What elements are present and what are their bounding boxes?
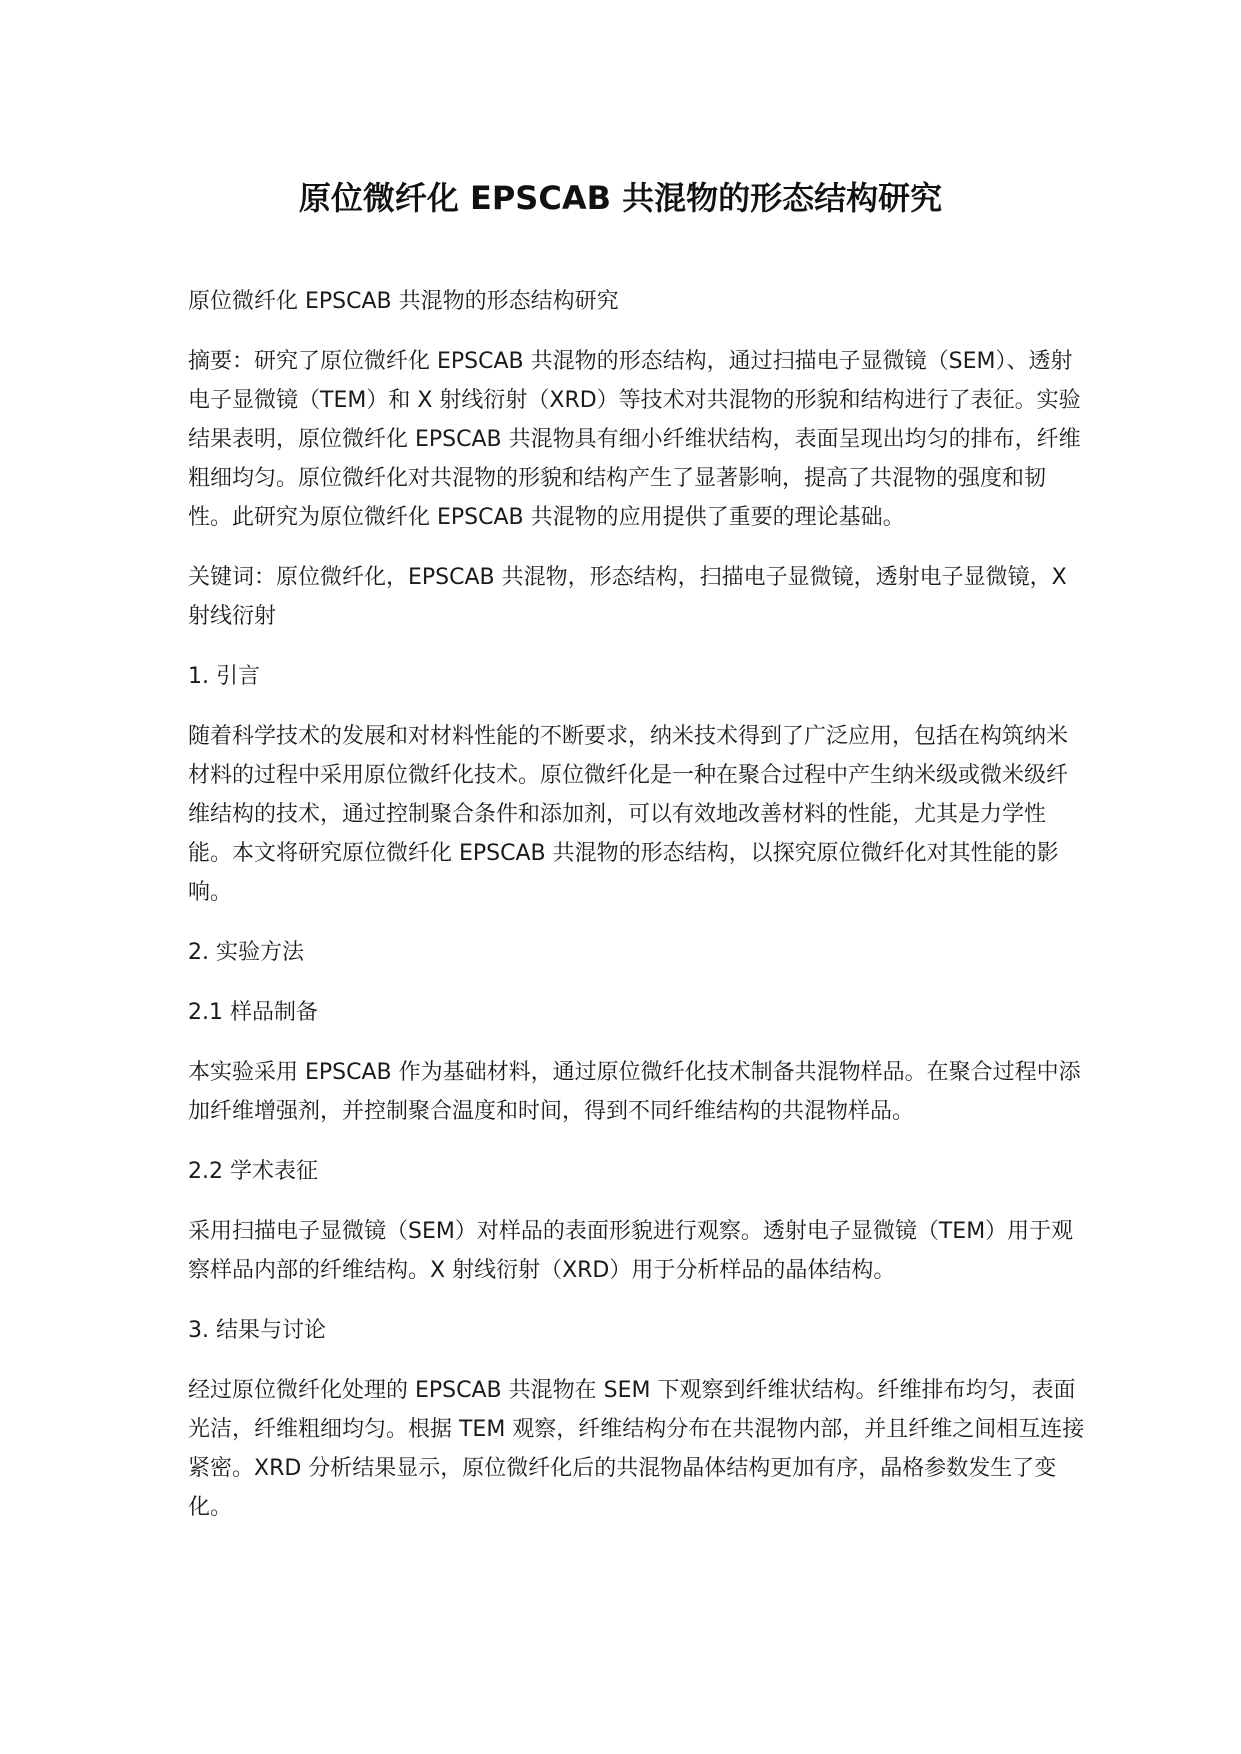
section-heading-methods: 2. 实验方法 bbox=[188, 940, 304, 965]
results-paragraph: 经过原位微纤化处理的 EPSCAB 共混物在 SEM 下观察到纤维状结构。纤维排布均匀，表面光洁，纤维粗细均匀。根据 TEM 观察，纤维结构分布在共混物内部，并且纤维之间相互连接紧密。XRD 分析结果显示，原位微纤化后的共混物晶体结构更加有序，晶格参数发生了变化。 bbox=[188, 1378, 1085, 1520]
section-heading-intro: 1. 引言 bbox=[188, 664, 260, 689]
subsection-heading-sample: 2.1 样品制备 bbox=[188, 1000, 318, 1025]
section-heading-results: 3. 结果与讨论 bbox=[188, 1318, 326, 1343]
intro-paragraph: 随着科学技术的发展和对材料性能的不断要求，纳米技术得到了广泛应用，包括在构筑纳米材料的过程中采用原位微纤化技术。原位微纤化是一种在聚合过程中产生纳米级或微米级纤维结构的技术，通过控制聚合条件和添加剂，可以有效地改善材料的性能，尤其是力学性能。本文将研究原位微纤化 EPSCAB 共混物的形态结构，以探究原位微纤化对其性能的影响。 bbox=[188, 724, 1069, 905]
document-body bbox=[188, 282, 1088, 1548]
page-title: 原位微纤化 EPSCAB 共混物的形态结构研究 bbox=[298, 179, 943, 217]
subtitle: 原位微纤化 EPSCAB 共混物的形态结构研究 bbox=[188, 289, 619, 314]
sample-paragraph: 本实验采用 EPSCAB 作为基础材料，通过原位微纤化技术制备共混物样品。在聚合过程中添加纤维增强剂，并控制聚合温度和时间，得到不同纤维结构的共混物样品。 bbox=[188, 1060, 1081, 1124]
subsection-heading-characterization: 2.2 学术表征 bbox=[188, 1159, 318, 1184]
keywords-paragraph: 关键词：原位微纤化，EPSCAB 共混物，形态结构，扫描电子显微镜，透射电子显微镜，X 射线衍射 bbox=[188, 565, 1067, 629]
abstract-paragraph: 摘要：研究了原位微纤化 EPSCAB 共混物的形态结构，通过扫描电子显微镜（SEM）、透射电子显微镜（TEM）和 X 射线衍射（XRD）等技术对共混物的形貌和结构进行了表征。实验结果表明，原位微纤化 EPSCAB 共混物具有细小纤维状结构，表面呈现出均匀的排布，纤维粗细均匀。原位微纤化对共混物的形貌和结构产生了显著影响，提高了共混物的强度和韧性。此研究为原位微纤化 EPSCAB 共混物的应用提供了重要的理论基础。 bbox=[188, 349, 1081, 530]
characterization-paragraph: 采用扫描电子显微镜（SEM）对样品的表面形貌进行观察。透射电子显微镜（TEM）用于观察样品内部的纤维结构。X 射线衍射（XRD）用于分析样品的晶体结构。 bbox=[188, 1219, 1074, 1283]
